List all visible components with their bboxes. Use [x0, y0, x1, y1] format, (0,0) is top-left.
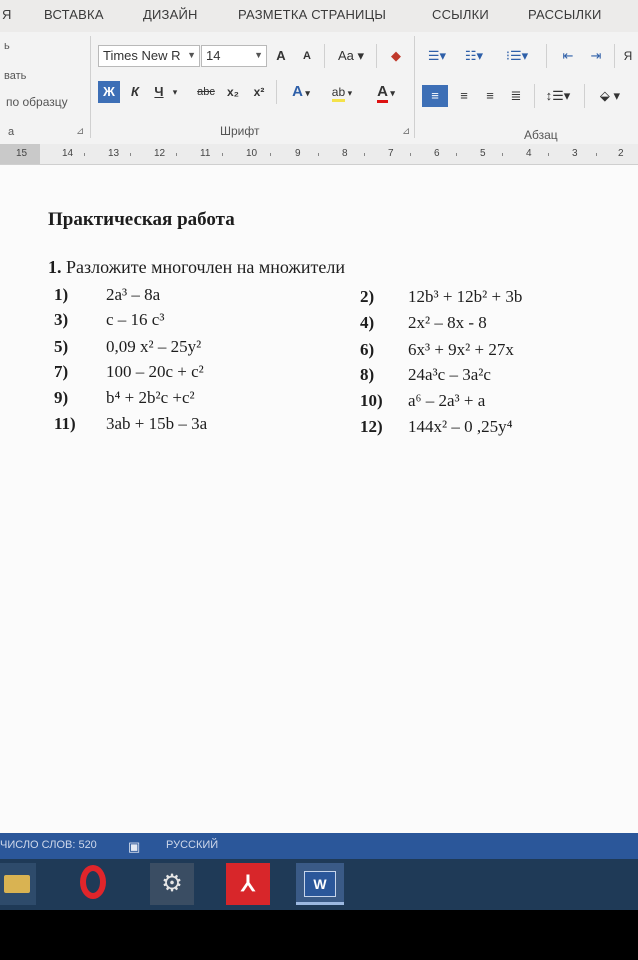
- item-expression: 0,09 x² – 25y²: [106, 337, 202, 356]
- ruler-tick: [130, 153, 131, 156]
- increase-indent-icon[interactable]: ⇥: [590, 48, 602, 63]
- align-right-icon[interactable]: ≡: [486, 88, 494, 103]
- item-expression: a⁶ – 2a³ + a: [408, 391, 486, 410]
- item-number: 11): [54, 414, 76, 433]
- font-name-value: Times New R: [103, 48, 181, 63]
- ruler-number: 8: [342, 148, 348, 159]
- page-title: Практическая работа: [48, 209, 235, 230]
- ruler-tick: [270, 153, 271, 156]
- chevron-down-icon: ▼: [187, 50, 196, 60]
- task-heading: [48, 257, 345, 278]
- ruler-number: 15: [16, 148, 28, 159]
- format-painter-button[interactable]: по образцу: [6, 95, 68, 109]
- ruler-tick: [410, 153, 411, 156]
- ruler-number: 4: [526, 148, 532, 159]
- divider: [546, 44, 547, 68]
- ruler-tick: [318, 153, 319, 156]
- task-number: 1.: [48, 257, 62, 277]
- ruler-number: 5: [480, 148, 486, 159]
- file-explorer-icon[interactable]: [0, 863, 36, 905]
- text-effects-button[interactable]: A ▾: [292, 83, 310, 100]
- clipboard-partial-label: ь: [4, 40, 10, 52]
- justify-icon[interactable]: ≣: [510, 88, 522, 103]
- item-expression: 2a³ – 8a: [106, 285, 161, 304]
- item-expression: c – 16 c³: [106, 310, 165, 329]
- font-name-combo[interactable]: [98, 45, 200, 67]
- ruler-number: 9: [295, 148, 301, 159]
- pdf-reader-icon[interactable]: ⅄: [226, 863, 270, 905]
- ruler-number: 10: [246, 148, 258, 159]
- align-left-icon[interactable]: ≡: [422, 85, 448, 107]
- sort-icon[interactable]: Я: [623, 49, 633, 63]
- font-color-label: A: [377, 83, 388, 103]
- ruler-number: 13: [108, 148, 120, 159]
- item-number: 2): [360, 287, 375, 306]
- clear-formatting-icon[interactable]: ◆: [391, 48, 401, 63]
- item-number: 1): [54, 285, 69, 304]
- shrink-font-button[interactable]: A: [303, 50, 311, 62]
- language-indicator[interactable]: РУССКИЙ: [166, 839, 219, 851]
- ruler-number: 7: [388, 148, 394, 159]
- proofing-icon[interactable]: ▣: [128, 839, 141, 854]
- align-center-icon[interactable]: ≡: [460, 88, 468, 103]
- ruler-tick: [548, 153, 549, 156]
- clipboard-group-label: а: [8, 126, 15, 138]
- opera-icon[interactable]: [74, 863, 118, 905]
- document-page[interactable]: [0, 165, 638, 833]
- item-expression: 12b³ + 12b² + 3b: [408, 287, 523, 306]
- item-number: 12): [360, 417, 383, 436]
- ruler-tick: [176, 153, 177, 156]
- tab-references[interactable]: ССЫЛКИ: [432, 7, 489, 22]
- ruler-tick: [502, 153, 503, 156]
- item-number: 7): [54, 362, 69, 381]
- group-divider: [414, 36, 415, 138]
- ruler-number: 6: [434, 148, 440, 159]
- settings-gear-icon[interactable]: ⚙: [150, 863, 194, 905]
- divider: [376, 44, 377, 68]
- change-case-label: Aa: [337, 48, 354, 63]
- tab-design[interactable]: ДИЗАЙН: [143, 7, 198, 22]
- ruler-tick: [84, 153, 85, 156]
- item-number: 5): [54, 337, 69, 356]
- font-size-value: 14: [206, 48, 221, 63]
- tab-mailings[interactable]: РАССЫЛКИ: [528, 7, 602, 22]
- ruler-number: 11: [200, 148, 211, 159]
- ruler[interactable]: [0, 144, 638, 165]
- ruler-tick: [456, 153, 457, 156]
- clipboard-partial-label-2: вать: [4, 70, 27, 82]
- multilevel-list-icon[interactable]: ⁝☰▾: [505, 48, 529, 63]
- paragraph-group-label: Абзац: [524, 128, 558, 142]
- divider: [324, 44, 325, 68]
- font-launcher-icon[interactable]: ⊿: [402, 126, 411, 137]
- clipboard-launcher-icon[interactable]: ⊿: [76, 126, 85, 137]
- decrease-indent-icon[interactable]: ⇤: [562, 48, 574, 63]
- superscript-button[interactable]: x²: [253, 85, 265, 99]
- highlight-button[interactable]: ab ▾: [322, 81, 362, 103]
- divider: [534, 84, 535, 108]
- item-expression: 2x² – 8x - 8: [408, 313, 487, 332]
- subscript-button[interactable]: x₂: [226, 85, 239, 99]
- word-app-icon[interactable]: W: [296, 863, 344, 905]
- ruler-number: 14: [62, 148, 74, 159]
- task-text: Разложите многочлен на множители: [66, 257, 345, 277]
- line-spacing-icon[interactable]: ↕☰▾: [545, 88, 571, 103]
- item-expression: 3ab + 15b – 3a: [106, 414, 208, 433]
- tab-home[interactable]: Я: [2, 7, 12, 22]
- item-expression: b⁴ + 2b²c +c²: [106, 388, 195, 407]
- divider: [276, 80, 277, 104]
- item-number: 9): [54, 388, 69, 407]
- shading-icon[interactable]: ⬙ ▾: [599, 88, 621, 103]
- font-group-label: Шрифт: [220, 124, 260, 138]
- taskbar: [0, 859, 638, 910]
- ruler-tick: [596, 153, 597, 156]
- ribbon: [0, 32, 638, 145]
- ruler-tick: [222, 153, 223, 156]
- item-expression: 6x³ + 9x² + 27x: [408, 340, 514, 359]
- bold-button[interactable]: Ж: [98, 81, 120, 103]
- highlight-label: ab: [332, 85, 345, 102]
- item-expression: 100 – 20c + c²: [106, 362, 204, 381]
- italic-button[interactable]: К: [131, 84, 139, 99]
- font-size-combo[interactable]: [201, 45, 267, 67]
- underline-button[interactable]: Ч: [154, 84, 164, 99]
- item-number: 8): [360, 365, 375, 384]
- item-number: 3): [54, 310, 69, 329]
- ruler-number: 2: [618, 148, 624, 159]
- item-number: 4): [360, 313, 375, 332]
- status-bar: [0, 833, 638, 859]
- ruler-number: 12: [154, 148, 166, 159]
- change-case-button[interactable]: Aa ▾: [337, 48, 365, 63]
- chevron-down-icon: ▼: [254, 50, 263, 60]
- font-color-button[interactable]: A ▾: [366, 81, 406, 103]
- text-effects-label: A: [292, 83, 303, 100]
- divider: [614, 44, 615, 68]
- word-count[interactable]: ЧИСЛО СЛОВ: 520: [0, 839, 97, 851]
- item-number: 6): [360, 340, 375, 359]
- grow-font-button[interactable]: A: [276, 48, 286, 63]
- item-number: 10): [360, 391, 383, 410]
- ruler-number: 3: [572, 148, 578, 159]
- numbering-icon[interactable]: ☷▾: [464, 48, 484, 63]
- ruler-tick: [364, 153, 365, 156]
- bullets-icon[interactable]: ☰▾: [427, 48, 447, 63]
- chevron-down-icon[interactable]: ▾: [172, 87, 178, 97]
- strikethrough-button[interactable]: abc: [197, 86, 215, 98]
- group-divider: [90, 36, 91, 138]
- item-expression: 144x² – 0 ,25y⁴: [408, 417, 513, 436]
- tab-page-layout[interactable]: РАЗМЕТКА СТРАНИЦЫ: [238, 7, 387, 22]
- item-expression: 24a³c – 3a²c: [408, 365, 491, 384]
- tab-insert[interactable]: ВСТАВКА: [44, 7, 104, 22]
- ribbon-tabs: [0, 0, 638, 33]
- divider: [584, 84, 585, 108]
